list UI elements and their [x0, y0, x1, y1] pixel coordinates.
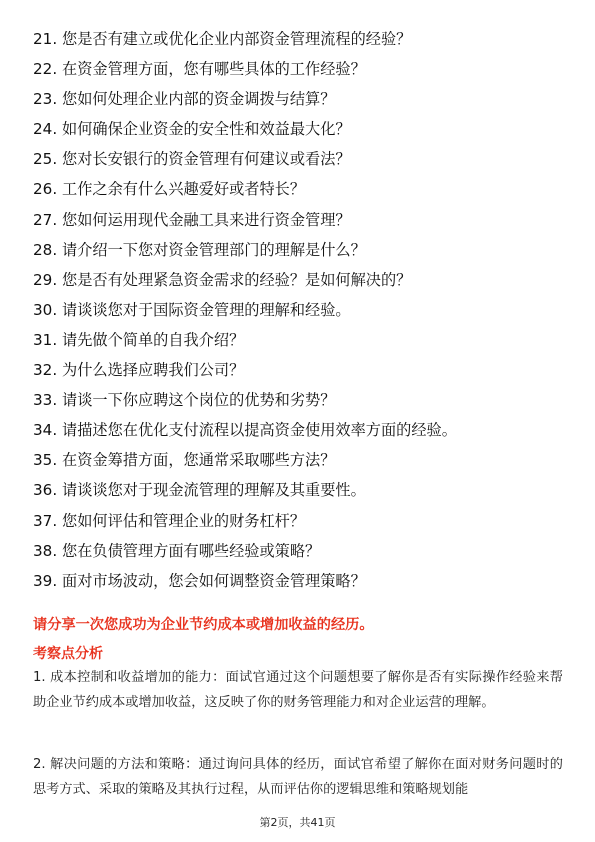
question-item: [33, 295, 573, 325]
analysis-point-1: 1. 成本控制和收益增加的能力：面试官通过这个问题想要了解你是否有实际操作经验来帮助企业节约成本或增加收益，这反映了你的财务管理能力和对企业运营的理解。: [33, 670, 563, 710]
question-item: [33, 385, 573, 415]
question-item: [33, 475, 573, 505]
question-number: 24.: [33, 120, 58, 139]
question-text: 请描述您在优化支付流程以提高资金使用效率方面的经验。: [62, 421, 457, 440]
question-text: 在资金管理方面，您有哪些具体的工作经验？: [62, 60, 366, 79]
question-number: 21.: [33, 30, 58, 48]
question-text: 请谈一下你应聘这个岗位的优势和劣势？: [62, 391, 336, 410]
question-number: 37.: [33, 511, 58, 530]
question-item: [33, 174, 573, 204]
question-item: [33, 566, 573, 596]
question-item: [33, 355, 573, 385]
question-item: [33, 205, 573, 235]
question-number: 29.: [33, 270, 58, 289]
question-item: [33, 84, 573, 114]
question-number: 36.: [33, 481, 58, 500]
question-item: [33, 415, 573, 445]
question-number: 27.: [33, 210, 58, 229]
question-number: 32.: [33, 361, 58, 380]
question-item: [33, 325, 573, 355]
question-text: 在资金筹措方面，您通常采取哪些方法？: [62, 451, 336, 470]
question-text: 面对市场波动，您会如何调整资金管理策略？: [62, 571, 366, 590]
question-text: 请谈谈您对于现金流管理的理解及其重要性。: [62, 481, 366, 500]
question-item: [33, 445, 573, 475]
question-item: [33, 265, 573, 295]
question-text: 请先做个简单的自我介绍？: [62, 330, 245, 349]
question-number: 30.: [33, 300, 58, 319]
question-item: [33, 114, 573, 144]
question-item: [33, 24, 573, 54]
question-number: 33.: [33, 391, 58, 410]
question-number: 26.: [33, 180, 58, 199]
question-text: 您如何处理企业内部的资金调拨与结算？: [62, 90, 336, 109]
question-text: 您如何运用现代金融工具来进行资金管理？: [62, 210, 351, 229]
question-number: 34.: [33, 421, 58, 440]
analysis-point-2: 2. 解决问题的方法和策略：通过询问具体的经历，面试官希望了解你在面对财务问题时的思考方式、采取的策略及其执行过程，从而评估你的逻辑思维和策略规划能: [33, 757, 563, 797]
question-number: 25.: [33, 150, 58, 169]
question-item: [33, 144, 573, 174]
question-text: 请谈谈您对于国际资金管理的理解和经验。: [62, 300, 351, 319]
question-text: 请介绍一下您对资金管理部门的理解是什么？: [62, 240, 366, 259]
question-text: 工作之余有什么兴趣爱好或者特长？: [62, 180, 305, 199]
question-text: 您是否有建立或优化企业内部资金管理流程的经验？: [62, 30, 412, 48]
question-number: 38.: [33, 541, 58, 560]
question-number: 39.: [33, 571, 58, 590]
question-text: 您在负债管理方面有哪些经验或策略？: [62, 541, 321, 560]
page-footer: 第2页，共41页: [259, 816, 336, 829]
highlighted-question: 请分享一次您成功为企业节约成本或增加收益的经历。: [33, 617, 374, 633]
question-item: [33, 506, 573, 536]
question-text: 如何确保企业资金的安全性和效益最大化？: [62, 120, 351, 139]
question-text: 您对长安银行的资金管理有何建议或看法？: [62, 150, 351, 169]
question-list: [33, 24, 573, 596]
question-number: 28.: [33, 240, 58, 259]
question-number: 35.: [33, 451, 58, 470]
analysis-title: 考察点分析: [33, 646, 103, 662]
question-text: 您如何评估和管理企业的财务杠杆？: [62, 511, 305, 530]
question-text: 为什么选择应聘我们公司？: [62, 361, 245, 380]
question-item: [33, 536, 573, 566]
question-number: 23.: [33, 90, 58, 109]
question-item: [33, 54, 573, 84]
question-item: [33, 235, 573, 265]
question-text: 您是否有处理紧急资金需求的经验？是如何解决的？: [62, 270, 412, 289]
question-number: 31.: [33, 330, 58, 349]
question-number: 22.: [33, 60, 58, 79]
